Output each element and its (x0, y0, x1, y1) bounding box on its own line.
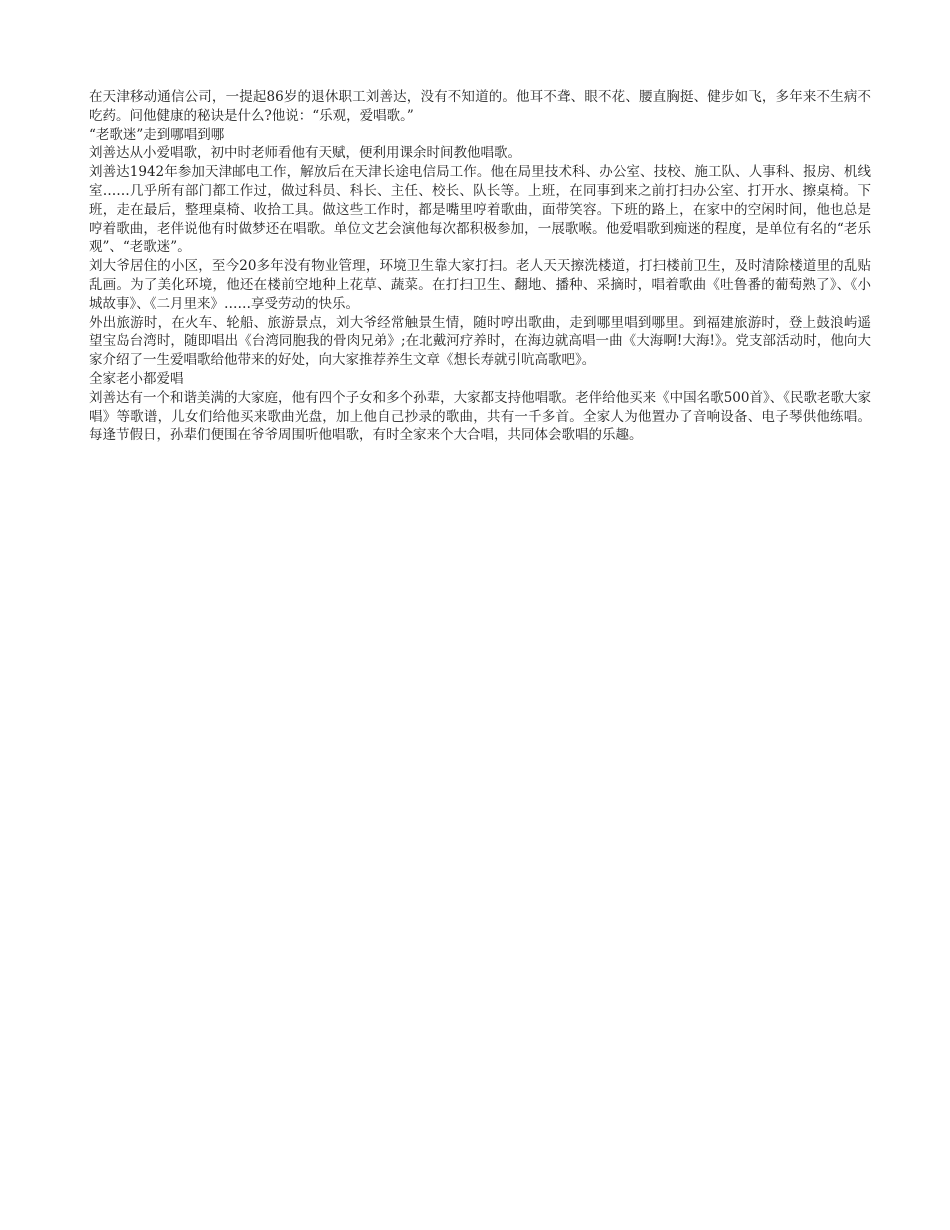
paragraph-neighborhood: 刘大爷居住的小区，至今20多年没有物业管理，环境卫生靠大家打扫。老人天天擦洗楼道，打扫楼前卫生，及时清除楼道里的乱贴乱画。为了美化环境，他还在楼前空地种上花草、蔬菜。在打扫卫生、翻地、播种、采摘时，唱着歌曲《吐鲁番的葡萄熟了》、《小城故事》、《二月里来》……享受劳动的快乐。 (89, 258, 871, 312)
section-heading-whole-family: 全家老小都爱唱 (89, 370, 184, 387)
section-heading-old-song-fan: “老歌迷”走到哪唱到哪 (89, 126, 225, 143)
paragraph-family: 刘善达有一个和谐美满的大家庭，他有四个子女和多个孙辈，大家都支持他唱歌。老伴给他买来《中国名歌500首》、《民歌老歌大家唱》等歌谱，儿女们给他买来歌曲光盘，加上他自己抄录的歌曲，共有一千多首。全家人为他置办了音响设备、电子琴供他练唱。每逢节假日，孙辈们便围在爷爷周围听他唱歌，有时全家来个大合唱，共同体会歌唱的乐趣。 (89, 389, 871, 444)
article-body (89, 88, 871, 445)
paragraph-travel: 外出旅游时，在火车、轮船、旅游景点，刘大爷经常触景生情，随时哼出歌曲，走到哪里唱到哪里。到福建旅游时，登上鼓浪屿遥望宝岛台湾时，随即唱出《台湾同胞我的骨肉兄弟》;在北戴河疗养时，在海边就高唱一曲《大海啊!大海!》。党支部活动时，他向大家介绍了一生爱唱歌给他带来的好处，向大家推荐养生文章《想长寿就引吭高歌吧》。 (89, 314, 871, 369)
paragraph-career: 刘善达1942年参加天津邮电工作，解放后在天津长途电信局工作。他在局里技术科、办公室、技校、施工队、人事科、报房、机线室……几乎所有部门都工作过，做过科员、科长、主任、校长、队长等。上班，在同事到来之前打扫办公室、打开水、擦桌椅。下班，走在最后，整理桌椅、收拾工具。做这些工作时，都是嘴里哼着歌曲，面带笑容。下班的路上，在家中的空闲时间，他也总是哼着歌曲，老伴说他有时做梦还在唱歌。单位文艺会演他每次都积极参加，一展歌喉。他爱唱歌到痴迷的程度，是单位有名的“老乐观”、“老歌迷”。 (89, 164, 871, 256)
paragraph-childhood: 刘善达从小爱唱歌，初中时老师看他有天赋，便利用课余时间教他唱歌。 (89, 145, 521, 162)
intro-paragraph: 在天津移动通信公司，一提起86岁的退休职工刘善达，没有不知道的。他耳不聋、眼不花、腰直胸挺、健步如飞，多年来不生病不吃药。问他健康的秘诀是什么?他说：“乐观，爱唱歌。” (89, 89, 871, 124)
